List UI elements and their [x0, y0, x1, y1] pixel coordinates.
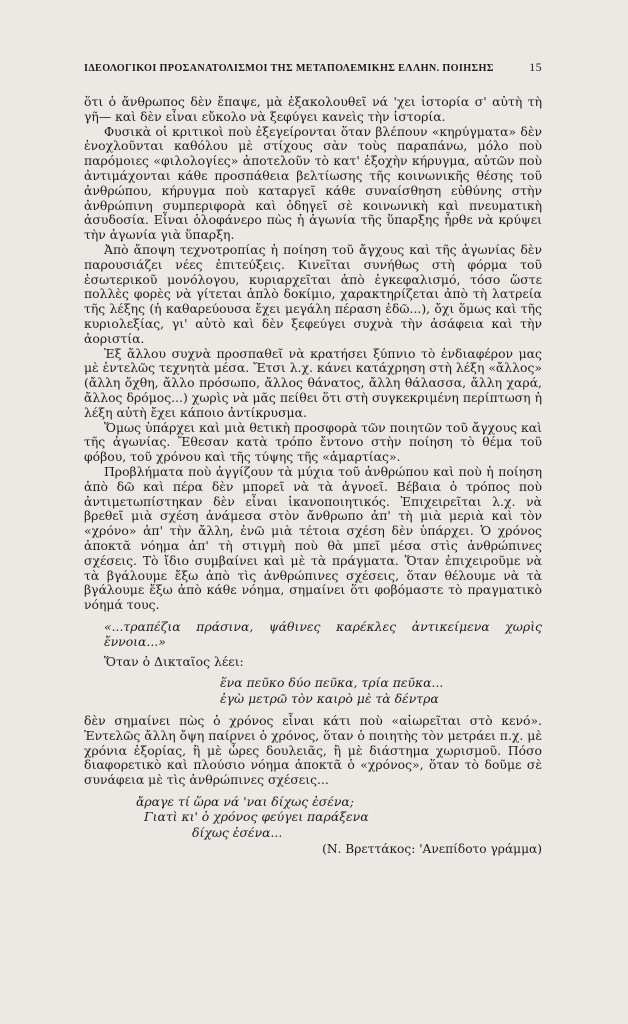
paragraph: ὅτι ὁ ἄνθρωπος δὲν ἔπαψε, μὰ ἐξακολουθεῖ νά 'χει ἱστορία σ' αὐτὴ τὴ γῆ— καὶ δὲν εἶναι εὔκολο νὰ ξεφύγει κανεὶς τὴν ἱστορία.	[84, 94, 542, 124]
verse-line: ἐγὼ μετρῶ τὸν καιρὸ μὲ τὰ δέντρα	[220, 690, 439, 706]
paragraph: Φυσικὰ οἱ κριτικοὶ ποὺ ἐξεγείρονται ὅταν βλέπουν «κηρύγματα» δὲν ἐνοχλοῦνται καθόλου μὲ στίχους σὰν τοὺς παραπάνω, μόλο ποὺ παρόμοιες «φιλολογίες» ἀποτελοῦν τὸ κατ' ἐξοχὴν κήρυγμα, αὐτῶν ποὺ ἀντιμάχονται κάθε προσπάθεια βελτίωσης τῆς κοινωνικῆς θέσης τοῦ ἀνθρώπου, κήρυγμα ποὺ καταργεῖ κάθε συναίσθηση εὐθύνης στὴν ἀνθρώπινη συμπεριφορὰ καὶ ὁδηγεῖ σὲ κοινωνικὴ καὶ πνευματικὴ ἀσυδοσία. Εἶναι ὁλοφάνερο πὼς ἡ ἀγωνία τῆς ὕπαρξης ἦρθε νὰ κρύψει τὴν ἀγωνία γιὰ ὕπαρξη.	[84, 123, 542, 243]
verse-line: ἕνα πεῦκο δύο πεῦκα, τρία πεῦκα...	[220, 675, 444, 691]
verse-excerpt-2	[136, 794, 542, 840]
verse-attribution: (Ν. Βρεττάκος: 'Ανεπίδοτο γράμμα)	[322, 842, 542, 857]
paragraph: δὲν σημαίνει πὼς ὁ χρόνος εἶναι κάτι ποὺ «αἰωρεῖται στὸ κενό». Ἐντελῶς ἄλλη ὄψη παίρνει ὁ χρόνος, ὅταν ὁ ποιητὴς τὸν μετράει π.χ. μὲ χρόνια ἐξορίας, ἢ μὲ ὧρες δουλειᾶς, ἢ μὲ διάστημα χωρισμοῦ. Πόσο διαφορετικὸ καὶ πλούσιο νόημα ἀποκτᾶ ὁ «χρόνος», ὅταν τὸ δοῦμε σὲ συνάφεια μὲ τὶς ἀνθρώπινες σχέσεις...	[84, 713, 542, 788]
body-text	[84, 95, 542, 857]
block-quote: «...τραπέζια πράσινα, ψάθινες καρέκλες ἀντικείμενα χωρὶς ἔννοια...»	[104, 618, 542, 649]
running-head-title: ΙΔΕΟΛΟΓΙΚΟΙ ΠΡΟΣΑΝΑΤΟΛΙΣΜΟΙ ΤΗΣ ΜΕΤΑΠΟΛΕΜΙΚΗΣ ΕΛΛΗΝ. ΠΟΙΗΣΗΣ	[84, 63, 494, 74]
verse-excerpt-1	[220, 675, 542, 706]
verse-line: Γιατὶ κι' ὁ χρόνος φεύγει παράξενα	[144, 809, 369, 825]
running-head	[84, 60, 542, 75]
paragraph: Ἀπὸ ἄποψη τεχνοτροπίας ἡ ποίηση τοῦ ἄγχους καὶ τῆς ἀγωνίας δὲν παρουσιάζει νέες ἐπιτεύξεις. Κινεῖται συνήθως στὴ φόρμα τοῦ ἐσωτερικοῦ μονόλογου, κυριαρχεῖται ἀπὸ ἐγκεφαλισμό, τόσο ὥστε πολλὲς φορὲς νὰ γίτεται ἁπλὸ δοκίμιο, χαρακτηρίζεται ἀπὸ τὴ λατρεία τῆς λέξης (ἡ καθαρεύουσα ἔχει μεγάλη πέραση ἐδῶ...), ὄχι ὅμως καὶ τῆς κυριολεξίας, γι' αὐτὸ καὶ δὲν ξεφεύγει συχνὰ τὴν ἀσάφεια καὶ τὴν ἀοριστία.	[84, 241, 542, 346]
verse-lead-in: Ὅταν ὁ Δικταῖος λέει:	[104, 654, 244, 670]
paragraph: Ὅμως ὑπάρχει καὶ μιὰ θετικὴ προσφορὰ τῶν ποιητῶν τοῦ ἄγχους καὶ τῆς ἀγωνίας. Ἔθεσαν κατὰ τρόπο ἔντονο στὴν ποίηση τὸ θέμα τοῦ φόβου, τοῦ χρόνου καὶ τῆς τύψης τῆς «ἁμαρτίας».	[84, 419, 542, 465]
page-number: 15	[529, 60, 542, 74]
verse-line: ἄραγε τί ὥρα νά 'ναι δίχως ἐσένα;	[136, 794, 354, 810]
verse-line: δίχως ἐσένα...	[192, 824, 283, 840]
paragraph: Ἐξ ἄλλου συχνὰ προσπαθεῖ νὰ κρατήσει ξύπνιο τὸ ἐνδιαφέρον μας μὲ ἐντελῶς τεχνητὰ μέσα. Ἔτσι λ.χ. κάνει κατάχρηση στὴ λέξη «ἄλλος» (ἄλλη ὄχθη, ἄλλο πρόσωπο, ἄλλος θάνατος, ἄλλη θάλασσα, ἄλλη χαρά, ἄλλος δρόμος...) χωρὶς νὰ μᾶς πείθει ὅτι στὴ συγκεκριμένη περίπτωση ἡ λέξη αὐτὴ ἔχει κάποιο ἀντίκρυσμα.	[84, 345, 542, 420]
paragraph: Προβλήματα ποὺ ἀγγίζουν τὰ μύχια τοῦ ἀνθρώπου καὶ ποὺ ἡ ποίηση ἀπὸ δῶ καὶ πέρα δὲν μπορεῖ νὰ τὰ ἀγνοεῖ. Βέβαια ὁ τρόπος ποὺ ἀντιμετωπίστηκαν δὲν εἶναι ἱκανοποιητικός. Ἐπιχειρεῖται λ.χ. νὰ βρεθεῖ μιὰ σχέση ἀνάμεσα στὸν ἄνθρωπο ἀπ' τὴ μιὰ μεριὰ καὶ τὸν «χρόνο» ἀπ' τὴν ἄλλη, ἐνῶ μιὰ τέτοια σχέση δὲν ὑπάρχει. Ὁ χρόνος ἀποκτᾶ νόημα ἀπ' τὴ στιγμὴ ποὺ θὰ μπεῖ μέσα στὶς ἀνθρώπινες σχέσεις. Τὸ ἴδιο συμβαίνει καὶ μὲ τὰ πράγματα. Ὅταν ἐπιχειροῦμε νὰ τὰ βγάλουμε ἔξω ἀπὸ τὶς ἀνθρώπινες σχέσεις, ὅταν θέλουμε νὰ τὰ βγάλουμε ἔξω ἀπὸ κάθε νόημα, σημαίνει ὅτι φοβόμαστε τὸ πραγματικὸ νόημά τους.	[84, 463, 542, 613]
